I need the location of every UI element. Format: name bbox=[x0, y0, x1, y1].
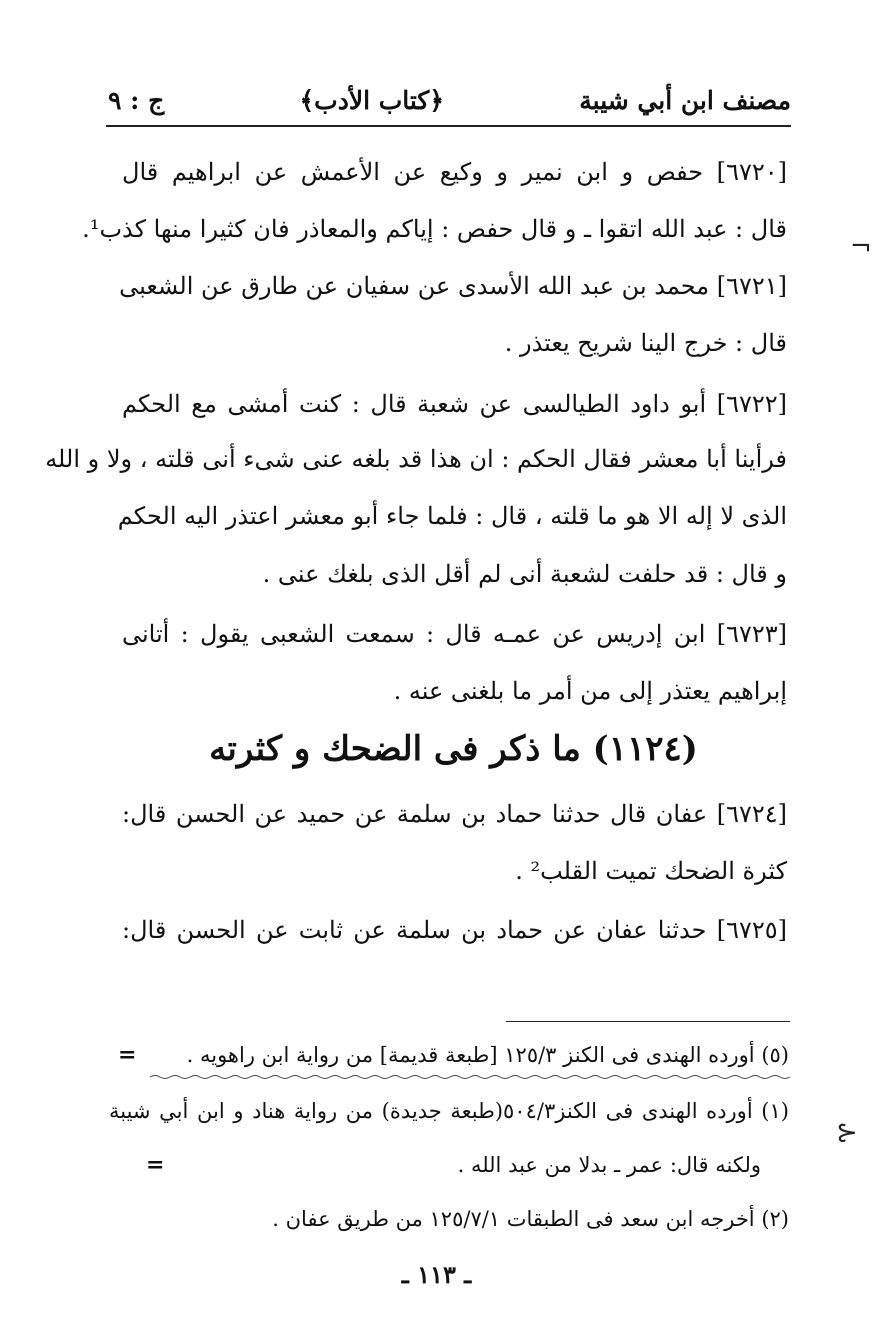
wavy-underline bbox=[150, 1074, 790, 1080]
margin-tick: ¬ bbox=[850, 232, 872, 262]
page-number: ـ ١١٣ ـ bbox=[401, 1260, 472, 1289]
footnote-1-line-2: ولكنه قال: عمر ـ بدلا من عبد الله . bbox=[457, 1153, 761, 1177]
text-line: فرأينا أبا معشر فقال الحكم : ان هذا قد بلغه عنى شىء أنى قلته ، ولا و الله bbox=[45, 445, 787, 473]
chapter-title: ﴿كتاب الأدب﴾ bbox=[299, 85, 444, 115]
text-line: إبراهيم يعتذر إلى من أمر ما بلغنى عنه . bbox=[393, 677, 787, 705]
header-rule bbox=[106, 125, 791, 127]
text-line: [٦٧٢٠] حفص و ابن نمير و وكيع عن الأعمش عن ابراهيم قال bbox=[122, 158, 787, 186]
continuation-mark: = bbox=[118, 1042, 137, 1068]
text-line: [٦٧٢٣] ابن إدريس عن عمـه قال : سمعت الشعبى يقول : أتانى bbox=[122, 620, 787, 648]
text-line: [٦٧٢٥] حدثنا عفان عن حماد بن سلمة عن ثابت عن الحسن قال: bbox=[122, 916, 787, 944]
text-line: [٦٧٢٤] عفان قال حدثنا حماد بن سلمة عن حميد عن الحسن قال: bbox=[122, 800, 788, 828]
text-line: [٦٧٢١] محمد بن عبد الله الأسدى عن سفيان عن طارق عن الشعبى bbox=[119, 272, 787, 300]
text-line: قال : عبد الله اتقوا ـ و قال حفص : إياكم والمعاذر فان كثيرا منها كذب¹. bbox=[82, 215, 787, 243]
text-line: و قال : قد حلفت لشعبة أنى لم أقل الذى بلغك عنى . bbox=[262, 560, 787, 588]
footnote-rule bbox=[506, 1021, 790, 1022]
margin-tick: ⊱ bbox=[836, 1118, 858, 1148]
volume-number: ج : ٩ bbox=[108, 85, 165, 115]
text-line: قال : خرج الينا شريح يعتذر . bbox=[504, 329, 787, 357]
text-line: كثرة الضحك تميت القلب² . bbox=[515, 857, 787, 885]
footnote-1-line-1: (١) أورده الهندى فى الكنز٥٠٤/٣(طبعة جديدة) من رواية هناد و ابن أبي شيبة bbox=[109, 1099, 789, 1123]
footnote-2: (٢) أخرجه ابن سعد فى الطبقات ١٢٥/٧/١ من طريق عفان . bbox=[272, 1207, 789, 1231]
page-header bbox=[108, 78, 791, 122]
footnote-continuation: (٥) أورده الهندى فى الكنز ١٢٥/٣ [طبعة قديمة] من رواية ابن راهويه . bbox=[186, 1043, 789, 1067]
section-heading: (١١٢٤) ما ذكر فى الضحك و كثرته bbox=[209, 729, 698, 769]
text-line: الذى لا إله الا هو ما قلته ، قال : فلما جاء أبو معشر اعتذر اليه الحكم bbox=[117, 502, 787, 530]
text-line: [٦٧٢٢] أبو داود الطيالسى عن شعبة قال : كنت أمشى مع الحكم bbox=[122, 390, 787, 418]
continuation-mark: = bbox=[146, 1152, 165, 1178]
book-title: مصنف ابن أبي شيبة bbox=[579, 85, 791, 115]
